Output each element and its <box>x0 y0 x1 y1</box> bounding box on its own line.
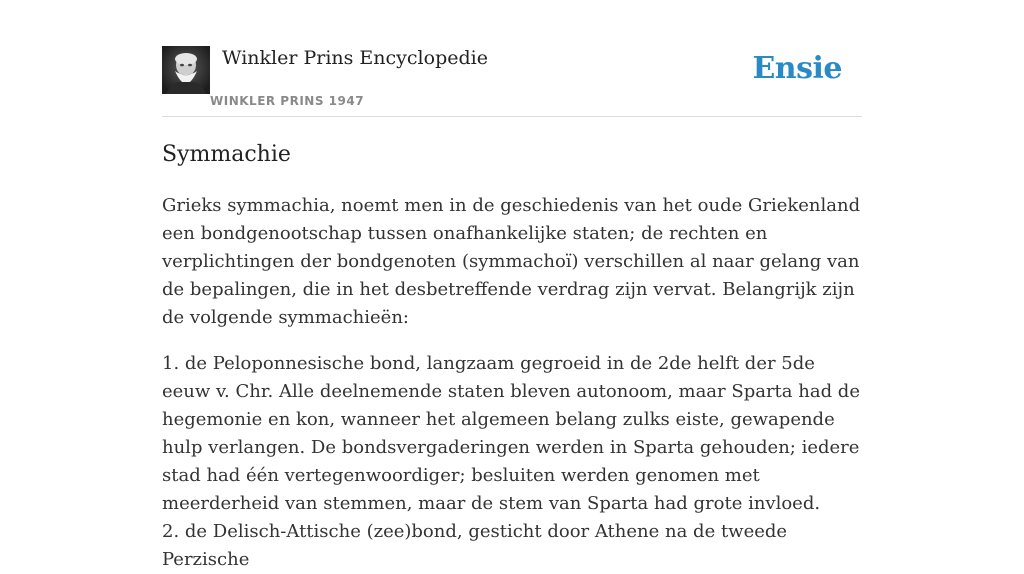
portrait-avatar-icon <box>162 46 210 94</box>
article-title: Symmachie <box>162 142 291 167</box>
author-avatar[interactable] <box>162 46 210 94</box>
article-list <box>162 350 862 574</box>
ensie-logo[interactable]: Ensie <box>752 51 842 86</box>
article-intro: Grieks symmachia, noemt men in de geschiedenis van het oude Griekenland een bondgenootschap tussen onafhankelijke staten; de rechten en verplichtingen der bondgenoten (symmachoï) verschillen al naar gelang van de bepalingen, die in het desbetreffende verdrag zijn vervat. Belangrijk zijn de volgende symmachieën: <box>162 195 861 328</box>
list-item: 1. de Peloponnesische bond, langzaam gegroeid in de 2de helft der 5de eeuw v. Chr. Alle deelnemende staten bleven autonoom, maar Sparta had de hegemonie en kon, wanneer het algemeen belang zulks eiste, gewapende hulp verlangen. De bondsvergaderingen werden in Sparta gehouden; iedere stad had één vertegenwoordiger; besluiten werden genomen met meerderheid van stemmen, maar de stem van Sparta had grote invloed. <box>162 353 860 514</box>
list-item: 2. de Delisch-Attische (zee)bond, gesticht door Athene na de tweede Perzische <box>162 521 788 570</box>
site-header <box>162 46 862 117</box>
article <box>162 139 862 574</box>
site-name-link[interactable]: Winkler Prins Encyclopedie <box>222 47 488 69</box>
edition-label: WINKLER PRINS 1947 <box>210 94 365 108</box>
